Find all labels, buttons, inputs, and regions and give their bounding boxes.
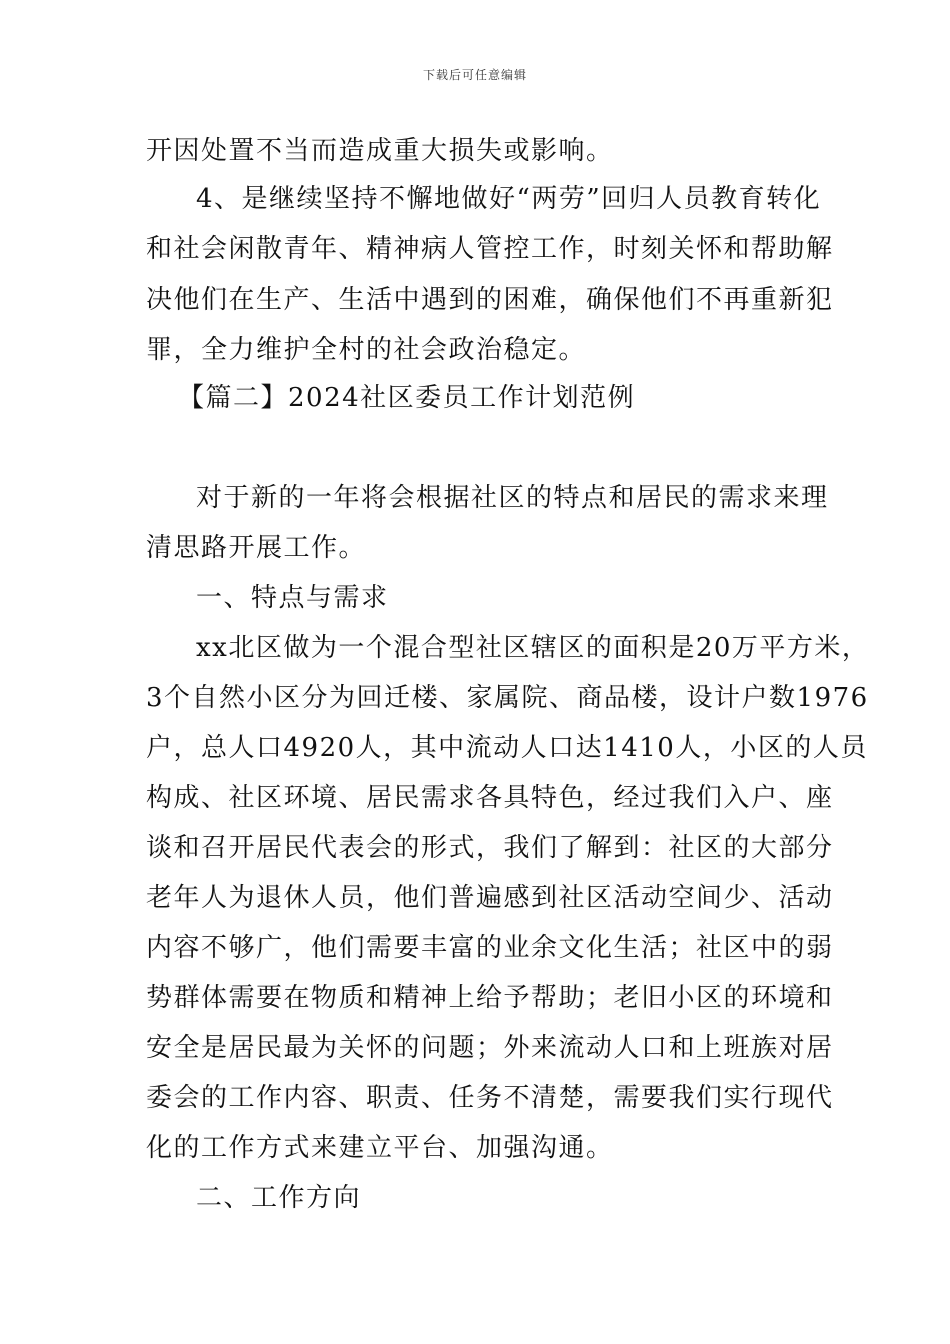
text-line: 谈和召开居民代表会的形式，我们了解到：社区的大部分 (146, 833, 834, 863)
text-line: 4、是继续坚持不懈地做好“两劳”回归人员教育转化 (196, 184, 822, 214)
text-line: 对于新的一年将会根据社区的特点和居民的需求来理 (196, 483, 829, 513)
text-line: xx北区做为一个混合型社区辖区的面积是20万平方米， (196, 633, 870, 663)
page-header: 下载后可任意编辑 (422, 68, 527, 82)
text-line: 清思路开展工作。 (146, 533, 367, 563)
text-line: 老年人为退休人员，他们普遍感到社区活动空间少、活动 (146, 883, 834, 913)
text-line: 安全是居民最为关怀的问题；外来流动人口和上班族对居 (146, 1033, 834, 1063)
text-line: 化的工作方式来建立平台、加强沟通。 (146, 1133, 614, 1163)
text-line: 开因处置不当而造成重大损失或影响。 (146, 136, 614, 166)
text-line: 势群体需要在物质和精神上给予帮助；老旧小区的环境和 (146, 983, 834, 1013)
text-line: 3个自然小区分为回迁楼、家属院、商品楼，设计户数1976 (146, 683, 869, 713)
subheading: 一、特点与需求 (196, 583, 389, 613)
text-line: 户，总人口4920人，其中流动人口达1410人，小区的人员 (146, 733, 868, 763)
subheading: 二、工作方向 (196, 1183, 362, 1213)
text-line: 决他们在生产、生活中遇到的困难，确保他们不再重新犯 (146, 285, 834, 315)
text-line: 和社会闲散青年、精神病人管控工作，时刻关怀和帮助解 (146, 234, 834, 264)
text-line: 罪，全力维护全村的社会政治稳定。 (146, 335, 587, 365)
text-line: 构成、社区环境、居民需求各具特色，经过我们入户、座 (146, 783, 834, 813)
text-line: 委会的工作内容、职责、任务不清楚，需要我们实行现代 (146, 1083, 834, 1113)
text-line: 内容不够广，他们需要丰富的业余文化生活；社区中的弱 (146, 933, 834, 963)
section-heading: 【篇二】2024社区委员工作计划范例 (178, 383, 636, 413)
